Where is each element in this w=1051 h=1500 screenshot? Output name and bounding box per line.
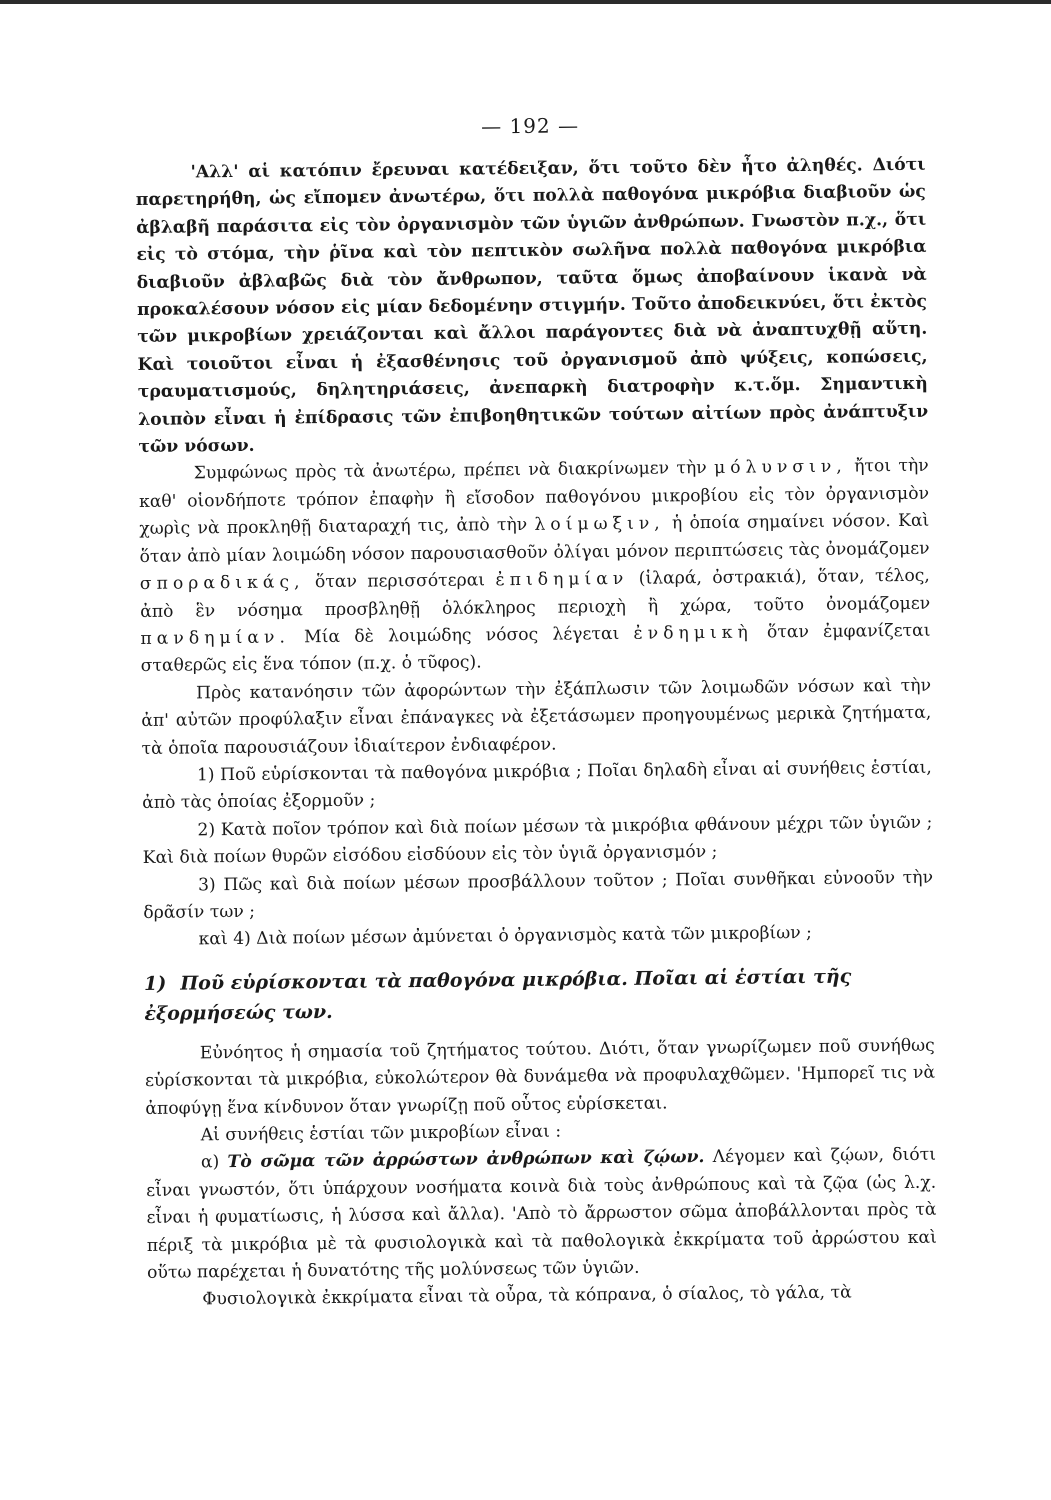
paragraph: Αἱ συνήθεις ἑστίαι τῶν μικροβίων εἶναι : bbox=[200, 1121, 562, 1146]
subsection-paragraph bbox=[146, 1142, 937, 1287]
section-number: 1) bbox=[143, 972, 167, 995]
subsection-title: Τὸ σῶμα τῶν ἀρρώστων ἀνθρώπων καὶ ζῴων. bbox=[227, 1147, 705, 1173]
spaced-term: μόλυνσιν, bbox=[713, 457, 847, 479]
spaced-term: λοίμωξιν, bbox=[534, 513, 665, 536]
text-fragment: Συμφώνως πρὸς τὰ ἀνωτέρω, πρέπει νὰ διακρίνωμεν τὴν bbox=[193, 458, 715, 484]
section-heading bbox=[144, 960, 935, 1028]
paragraph: 'Αλλ' αἱ κατόπιν ἔρευναι κατέδειξαν, ὅτι τοῦτο δὲν ἦτο ἀληθές. Διότι παρετηρήθη, ὡς εἴπομεν ἀνωτέρω, ὅτι πολλὰ παθογόνα μικρόβια διαβιοῦν ὡς ἀβλαβῆ παράσιτα εἰς τὸν ὀργανισμὸν τῶν ὑγιῶν ἀνθρώπων. Γνωστὸν π.χ., ὅτι εἰς τὸ στόμα, τὴν ῥῖνα καὶ τὸν πεπτικὸν σωλῆνα πολλὰ παθογόνα μικρόβια διαβιοῦν ἀβλαβῶς διὰ τὸν ἄνθρωπον, ταῦτα ὅμως ἀποβαίνουν ἱκανὰ νὰ προκαλέσουν νόσον εἰς μίαν δεδομένην στιγμήν. Τοῦτο ἀποδεικνύει, ὅτι ἐκτὸς τῶν μικροβίων χρειάζονται καὶ ἄλλοι παράγοντες διὰ νὰ ἀναπτυχθῇ αὕτη. Καὶ τοιοῦτοι εἶναι ἡ ἐξασθένησις τοῦ ὀργανισμοῦ ἀπὸ ψύξεις, κοπώσεις, τραυματισμούς, δηλητηριάσεις, ἀνεπαρκὴ διατροφὴν κ.τ.ὅμ. Σημαντικὴ λοιπὸν εἶναι ἡ ἐπίδρασις τῶν ἐπιβοηθητικῶν τούτων αἰτίων πρὸς ἀνάπτυξιν τῶν νόσων. bbox=[135, 154, 929, 458]
question-item: 1) Ποῦ εὑρίσκονται τὰ παθογόνα μικρόβια ; Ποῖαι δηλαδὴ εἶναι αἱ συνήθεις ἑστίαι, ἀπὸ τὰς ὁποίας ἐξορμοῦν ; bbox=[142, 757, 932, 814]
spaced-term: πανδημίαν. bbox=[140, 627, 290, 649]
text-fragment: ὅταν περισσότεραι bbox=[304, 570, 496, 593]
question-item: καὶ 4) Διὰ ποίων μέσων ἀμύνεται ὁ ὀργανισμὸς κατὰ τῶν μικροβίων ; bbox=[198, 923, 813, 950]
text-fragment: Μία δὲ λοιμώδης νόσος λέγεται bbox=[289, 623, 634, 648]
text-fragment: ὅταν ἐμφανίζεται σταθερῶς εἰς ἕνα τόπον (π.χ. ὁ τῦφος). bbox=[140, 620, 931, 677]
paragraph-infection-definitions bbox=[139, 453, 931, 681]
document-page bbox=[135, 110, 937, 1315]
subsection-text: Λέγομεν καὶ ζῴων, διότι εἶναι γνωστόν, ὅτι ὑπάρχουν νοσήματα κοινὰ διὰ τοὺς ἀνθρώπους καὶ τὰ ζῷα (ὡς λ.χ. εἶναι ἡ φυματίωσις, ἡ λύσσα καὶ ἄλλα). 'Απὸ τὸ ἄρρωστον σῶμα ἀποβάλλονται πρὸς τὰ πέριξ τὰ μικρόβια μὲ τὰ φυσιολογικὰ καὶ τὰ παθολογικὰ ἐκκρίματα τοῦ ἀρρώστου καὶ οὕτω παρέχεται ἡ δυνατότης τῆς μολύνσεως τῶν ὑγιῶν. bbox=[146, 1145, 937, 1283]
question-item: 3) Πῶς καὶ διὰ ποίων μέσων προσβάλλουν τοῦτον ; Ποῖαι συνθῆκαι εὐνοοῦν τὴν δρᾶσίν των ; bbox=[143, 867, 934, 923]
scan-top-border bbox=[0, 0, 1051, 4]
text-fragment: ἤτοι τὴν καθ' οἱονδήποτε τρόπον ἐπαφὴν ἢ εἴσοδον παθογόνου μικροβίου εἰς τὸν ὀργανισμὸν χωρὶς νὰ προκληθῇ διαταραχή τις, ἀπὸ τὴν bbox=[138, 456, 930, 540]
question-item: 2) Κατὰ ποῖον τρόπον καὶ διὰ ποίων μέσων τὰ μικρόβια φθάνουν μέχρι τῶν ὑγιῶν ; Καὶ διὰ ποίων θυρῶν εἰσόδου εἰσδύουν εἰς τὸν ὑγιᾶ ὀργανισμόν ; bbox=[142, 812, 933, 869]
section-title: Ποῦ εὑρίσκονται τὰ παθογόνα μικρόβια. Ποῖαι αἱ ἑστίαι τῆς ἐξορμήσεώς των. bbox=[144, 965, 852, 1025]
paragraph: Πρὸς κατανόησιν τῶν ἀφορώντων τὴν ἐξάπλωσιν τῶν λοιμωδῶν νόσων καὶ τὴν ἀπ' αὐτῶν προφύλαξιν εἶναι ἐπάναγκες νὰ ἐξετάσωμεν προηγουμένως μερικὰ ζητήματα, τὰ ὁποῖα παρουσιάζουν ἰδιαίτερον ἐνδιαφέρον. bbox=[141, 675, 932, 759]
page-number: — 192 — bbox=[481, 113, 580, 139]
spaced-term: ἐνδημικὴ bbox=[633, 622, 753, 644]
text-fragment: ἡ ὁποία σημαίνει νόσον. Καὶ ὅταν ἀπὸ μίαν λοιμώδη νόσον παρουσιασθοῦν ὀλίγαι μόνον περιπτώσεις τὰς ὀνομάζομεν bbox=[139, 510, 930, 567]
subsection-label: α) bbox=[200, 1152, 228, 1173]
paragraph: Φυσιολογικὰ ἐκκρίματα εἶναι τὰ οὖρα, τὰ κόπρανα, ὁ σίαλος, τὸ γάλα, τὰ bbox=[202, 1282, 852, 1310]
text-fragment: (ἱλαρά, ὀστρακιά), ὅταν, τέλος, ἀπὸ ἓν νόσημα προσβληθῇ ὁλόκληρος περιοχὴ ἢ χώρα, τοῦτο ὀνομάζομεν bbox=[140, 565, 931, 622]
paragraph: Εὐνόητος ἡ σημασία τοῦ ζητήματος τούτου. Διότι, ὅταν γνωρίζωμεν ποῦ συνήθως εὑρίσκονται τὰ μικρόβια, εὐκολώτερον θὰ δυνάμεθα νὰ προφυλαχθῶμεν. 'Ημπορεῖ τις νὰ ἀποφύγῃ ἕνα κίνδυνον ὅταν γνωρίζῃ ποῦ οὗτος εὑρίσκεται. bbox=[144, 1035, 936, 1119]
spaced-term: σποραδικάς, bbox=[139, 572, 305, 595]
spaced-term: ἐπιδημίαν bbox=[495, 568, 629, 591]
